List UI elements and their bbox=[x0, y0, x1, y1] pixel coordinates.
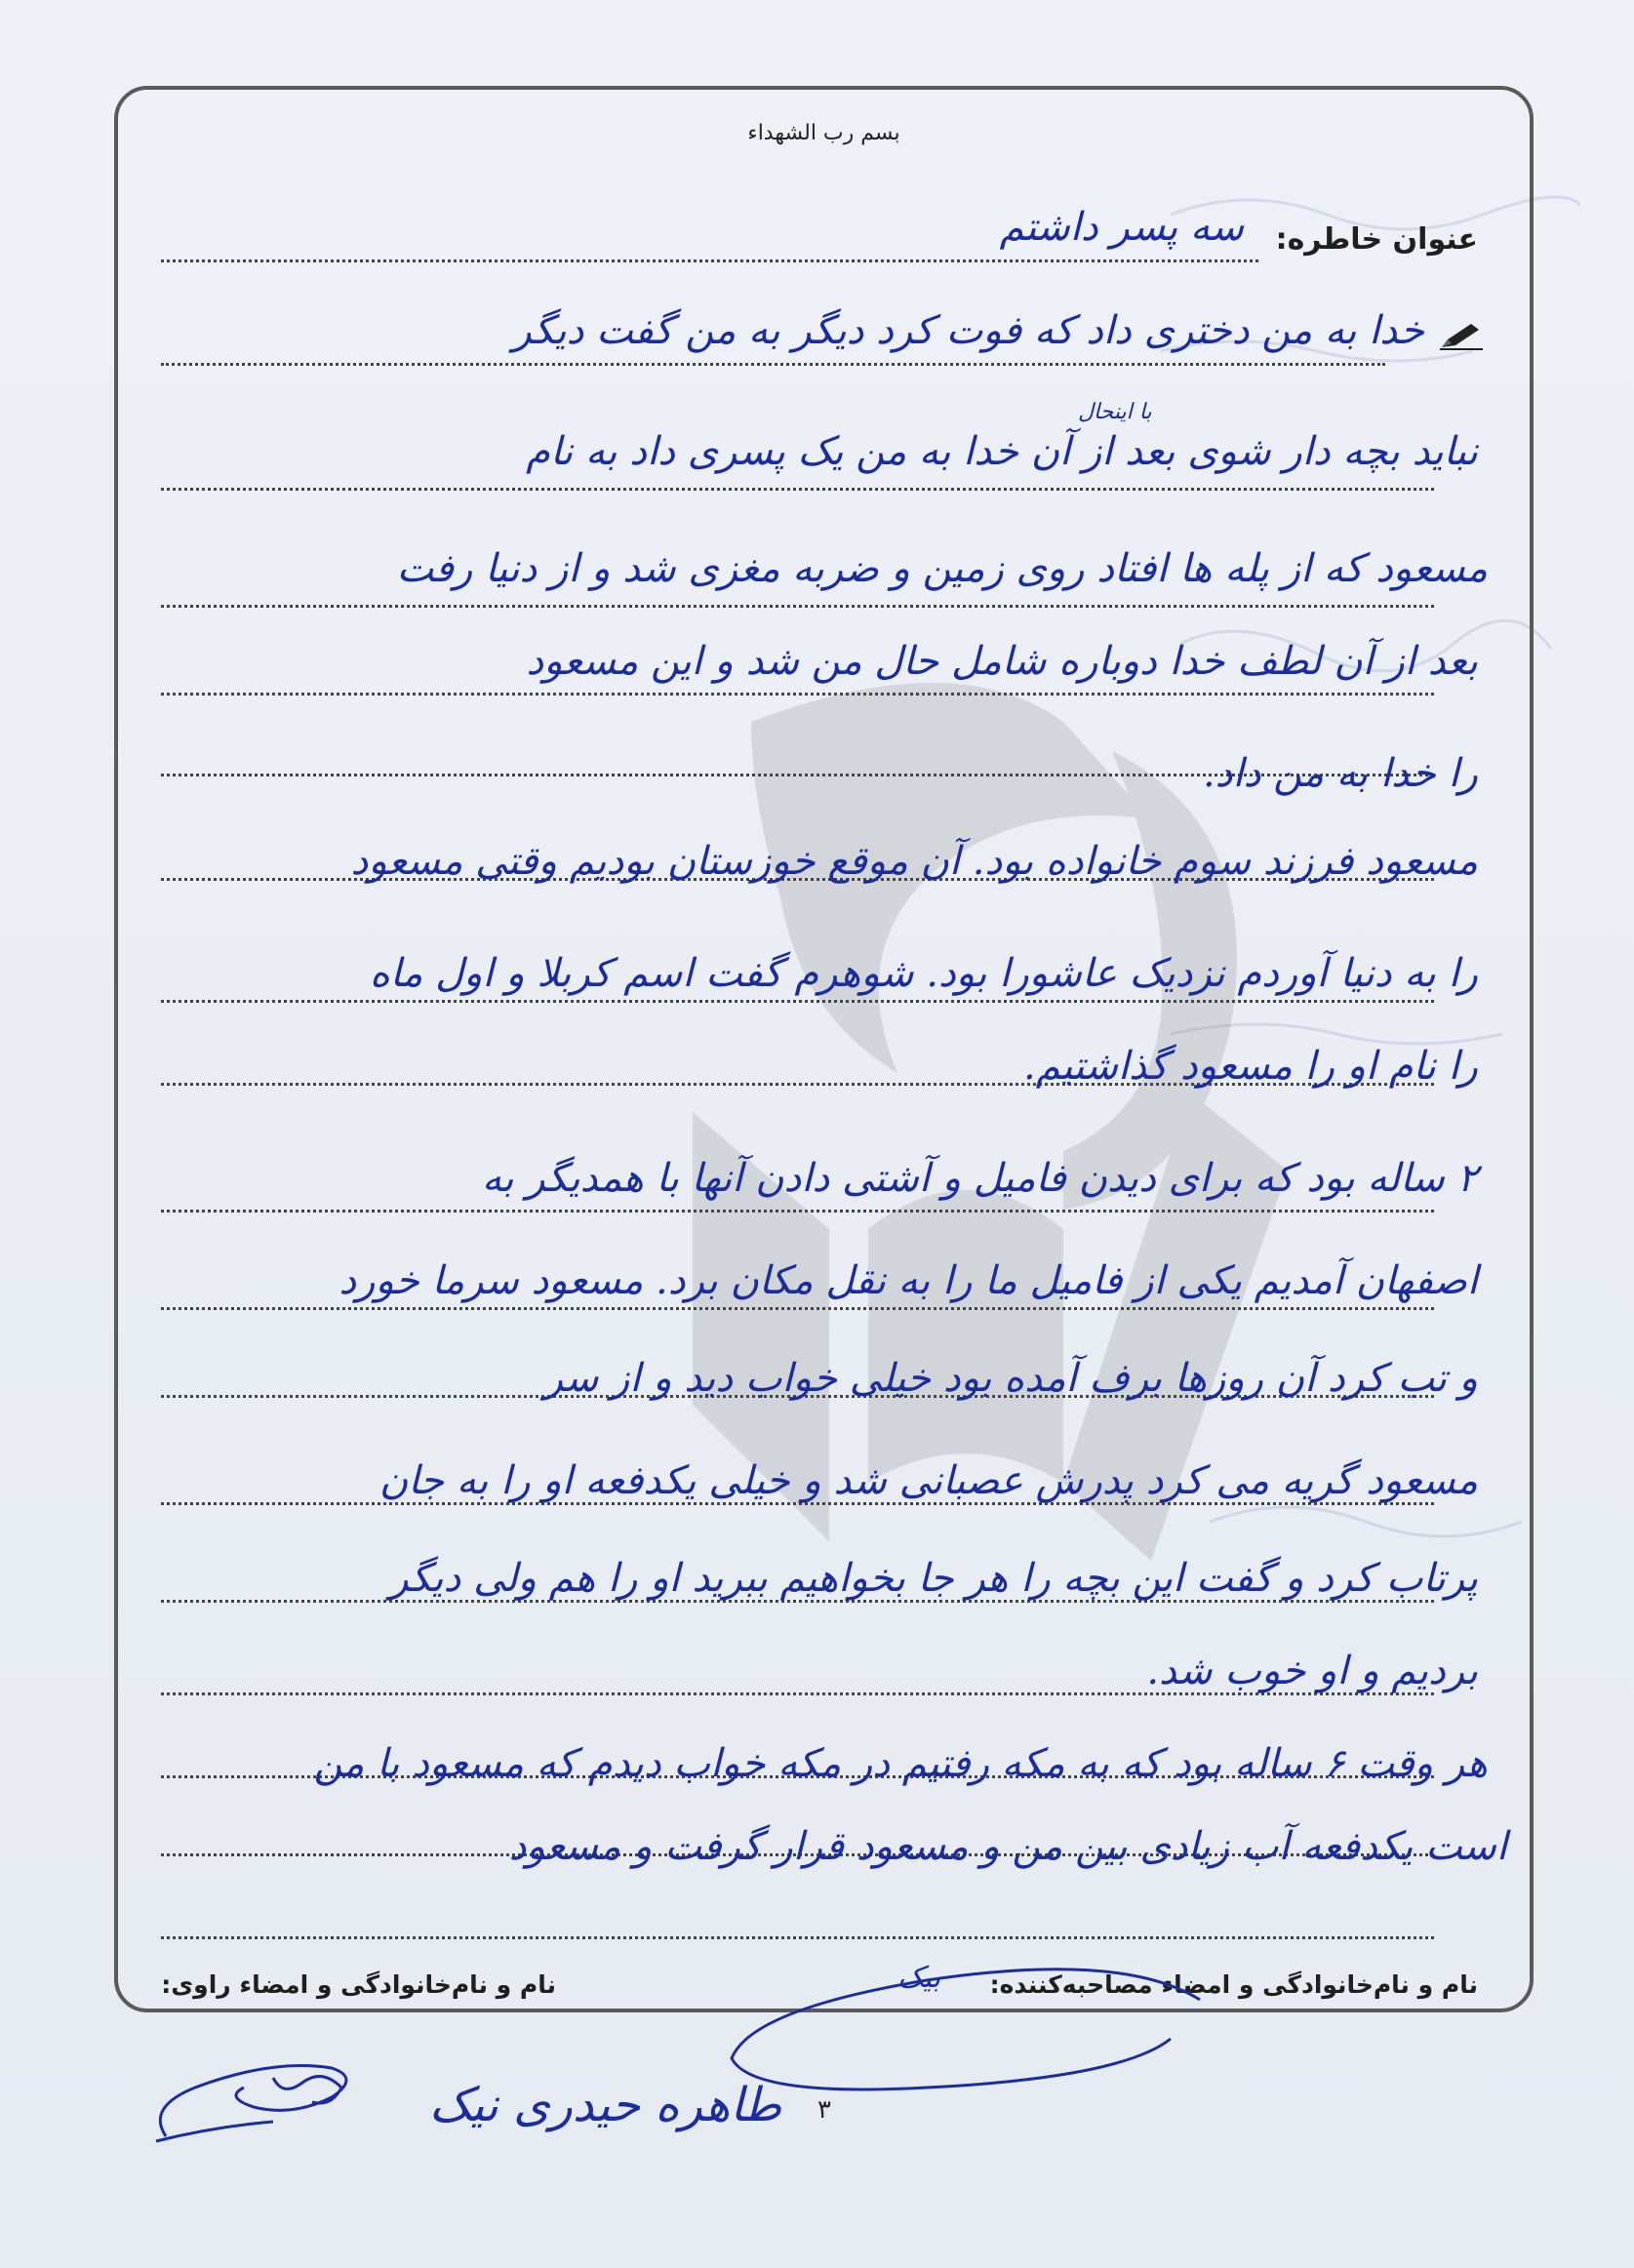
memoir-line: بعد از آن لطف خدا دوباره شامل حال من شد و این مسعود bbox=[526, 639, 1478, 684]
writing-line bbox=[161, 1210, 1434, 1213]
memoir-line: بردیم و او خوب شد. bbox=[1146, 1649, 1478, 1693]
memoir-line: را به دنیا آوردم نزدیک عاشورا بود. شوهرم گفت اسم کربلا و اول ماه bbox=[369, 951, 1478, 996]
page-number: ۳ bbox=[817, 2095, 831, 2125]
memoir-line: است یکدفعه آب زیادی بین من و مسعود قرار گرفت و مسعود bbox=[508, 1824, 1507, 1869]
memoir-line: پرتاب کرد و گفت این بچه را هر جا بخواهیم ببرید او را هم ولی دیگر bbox=[389, 1556, 1478, 1601]
memoir-line: را خدا به من داد. bbox=[1202, 751, 1478, 796]
narrator-signature: طاهره حیدری نیک bbox=[429, 2078, 782, 2132]
writing-line bbox=[161, 1307, 1434, 1310]
writing-line bbox=[161, 1936, 1434, 1939]
interviewer-signature: بیک bbox=[897, 1961, 941, 1995]
memoir-line: مسعود گریه می کرد پدرش عصبانی شد و خیلی یکدفعه او را به جان bbox=[379, 1458, 1478, 1503]
memoir-line: مسعود فرزند سوم خانواده بود. آن موقع خوزستان بودیم وقتی مسعود bbox=[350, 839, 1478, 884]
narrator-initial-mark bbox=[137, 2049, 371, 2156]
memoir-line: اصفهان آمدیم یکی از فامیل ما را به نقل مکان برد. مسعود سرما خورد bbox=[339, 1258, 1478, 1303]
interviewer-signature-label: نام و نام‌خانوادگی و امضاء مصاحبه‌کننده: bbox=[989, 1970, 1478, 1999]
writing-line bbox=[161, 488, 1434, 491]
writing-line bbox=[161, 693, 1434, 696]
memoir-title-label: عنوان خاطره: bbox=[1275, 222, 1478, 257]
writing-line bbox=[161, 363, 1385, 366]
writing-line bbox=[161, 605, 1434, 608]
writing-line bbox=[161, 1000, 1434, 1003]
memoir-title-text: سه پسر داشتم bbox=[999, 205, 1244, 250]
narrator-signature-label: نام و نام‌خانوادگی و امضاء راوی: bbox=[161, 1970, 556, 1999]
memoir-line: و تب کرد آن روزها برف آمده بود خیلی خواب دید و از سر bbox=[543, 1356, 1478, 1401]
page-header: بسم رب الشهداء bbox=[747, 121, 900, 145]
memoir-line: هر وقت ۶ ساله بود که به مکه رفتیم در مکه خواب دیدم که مسعود با من bbox=[313, 1741, 1488, 1786]
signature-loop bbox=[712, 1961, 1219, 2097]
writing-line bbox=[161, 259, 1258, 262]
memoir-insert-note: با اینحال bbox=[1078, 400, 1152, 424]
pen-icon bbox=[1438, 320, 1485, 351]
memoir-line: ۲ ساله بود که برای دیدن فامیل و آشتی دادن آنها با همدیگر به bbox=[482, 1156, 1478, 1201]
memoir-line: خدا به من دختری داد که فوت کرد دیگر به من گفت دیگر bbox=[512, 308, 1424, 353]
memoir-line: نباید بچه دار شوی بعد از آن خدا به من یک پسری داد به نام bbox=[526, 429, 1478, 474]
memoir-line: مسعود که از پله ها افتاد روی زمین و ضربه مغزی شد و از دنیا رفت bbox=[396, 546, 1488, 591]
memoir-line: را نام او را مسعود گذاشتیم. bbox=[1023, 1044, 1478, 1089]
